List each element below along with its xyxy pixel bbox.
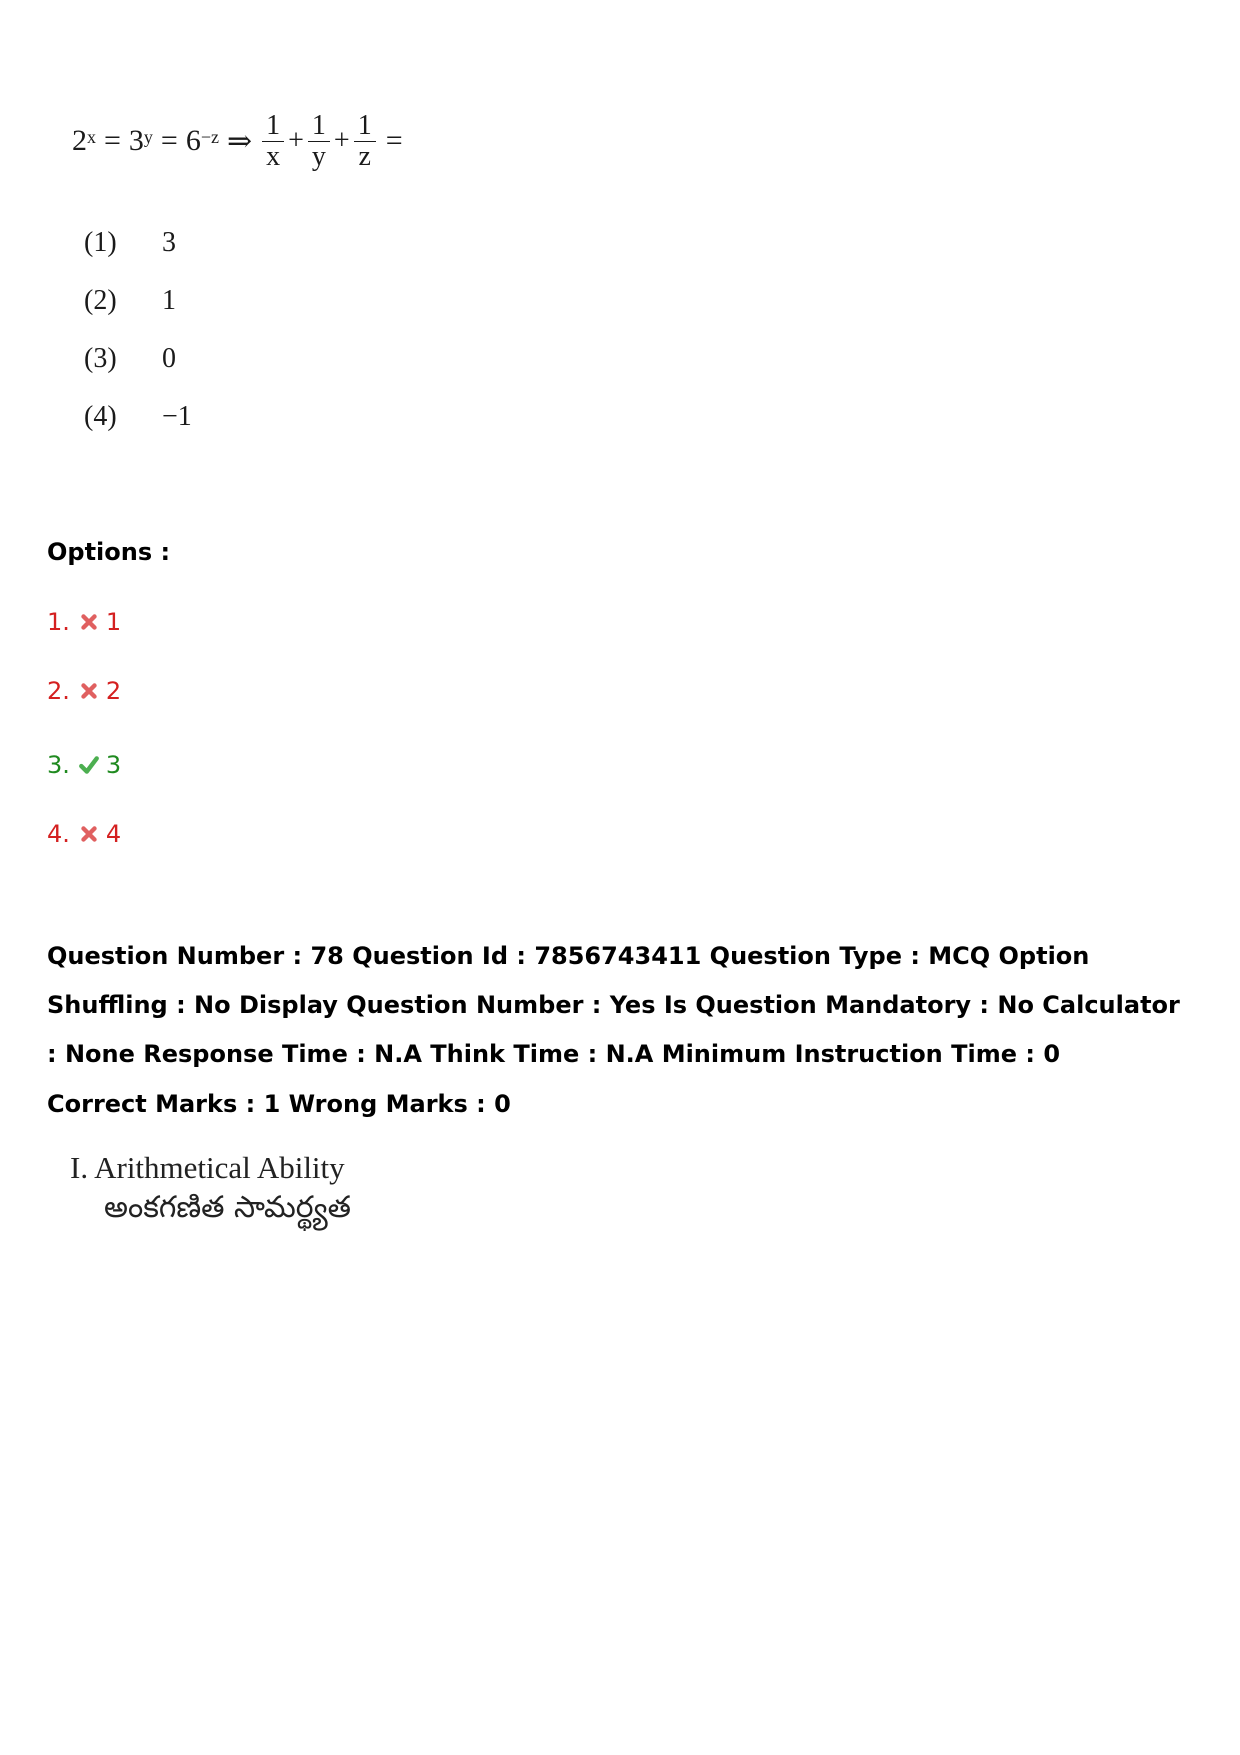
eq-equals-1: =	[104, 124, 121, 157]
check-icon	[78, 754, 100, 776]
choice-value: 3	[162, 227, 176, 258]
option-3	[47, 751, 121, 779]
choice-item	[84, 214, 411, 272]
eq-exp-3: −z	[200, 126, 219, 147]
fraction-numerator: 1	[308, 111, 330, 141]
fraction-numerator: 1	[262, 111, 284, 141]
fraction-denominator: x	[266, 140, 281, 172]
choice-value: 1	[162, 285, 176, 316]
fraction-numerator: 1	[354, 111, 376, 141]
eq-plus-1: +	[288, 125, 304, 156]
choice-item	[84, 388, 411, 446]
section-title-english: I. Arithmetical Ability	[70, 1150, 345, 1185]
cross-icon	[78, 611, 100, 633]
option-value: 4	[105, 820, 122, 848]
cross-icon	[78, 823, 100, 845]
cross-icon	[78, 680, 100, 702]
option-index: 3.	[47, 751, 70, 779]
option-value: 2	[105, 677, 122, 705]
eq-base-3: 6	[185, 124, 201, 157]
choice-number: (2)	[84, 285, 117, 316]
fraction-1	[262, 111, 284, 171]
choice-number: (4)	[84, 401, 117, 432]
choice-item	[84, 330, 411, 388]
fraction-denominator: z	[358, 140, 371, 172]
choice-list	[84, 214, 411, 446]
question-meta: Question Number : 78 Question Id : 7856743411 Question Type : MCQ Option Shuffling : No Display Question Number : Yes Is Question Mandatory : No Calculator : None Response Time : N.A Think Time : N.A Minimum Instruction Time : 0	[47, 942, 1180, 1068]
fraction-denominator: y	[311, 140, 326, 172]
question-marks: Correct Marks : 1 Wrong Marks : 0	[47, 1090, 511, 1118]
fraction-2	[308, 111, 330, 171]
eq-exp-2: y	[143, 126, 153, 147]
section-title-telugu: అంకగణిత సామర్థ్యత	[104, 1190, 352, 1225]
question-image	[72, 96, 411, 446]
choice-item	[84, 272, 411, 330]
choice-number: (3)	[84, 343, 117, 374]
choice-value: −1	[162, 401, 192, 432]
eq-plus-2: +	[333, 125, 350, 156]
fraction-3	[354, 111, 376, 171]
option-value: 1	[105, 608, 122, 636]
option-index: 1.	[47, 608, 70, 636]
eq-implies: ⇒	[226, 124, 253, 158]
section-label-image	[70, 1148, 351, 1228]
eq-base-2: 3	[128, 124, 144, 157]
options-heading: Options :	[47, 538, 171, 566]
option-index: 4.	[47, 820, 70, 848]
option-1	[47, 608, 121, 636]
eq-equals-2: =	[160, 124, 178, 157]
eq-base-1: 2	[72, 124, 87, 157]
option-value: 3	[105, 751, 122, 779]
eq-exp-1: x	[87, 126, 96, 147]
option-2	[47, 677, 121, 705]
question-equation	[72, 96, 411, 186]
option-index: 2.	[47, 677, 70, 705]
eq-trailing-equals: =	[385, 124, 403, 157]
choice-value: 0	[162, 343, 176, 374]
choice-number: (1)	[84, 227, 117, 258]
option-4	[47, 820, 121, 848]
